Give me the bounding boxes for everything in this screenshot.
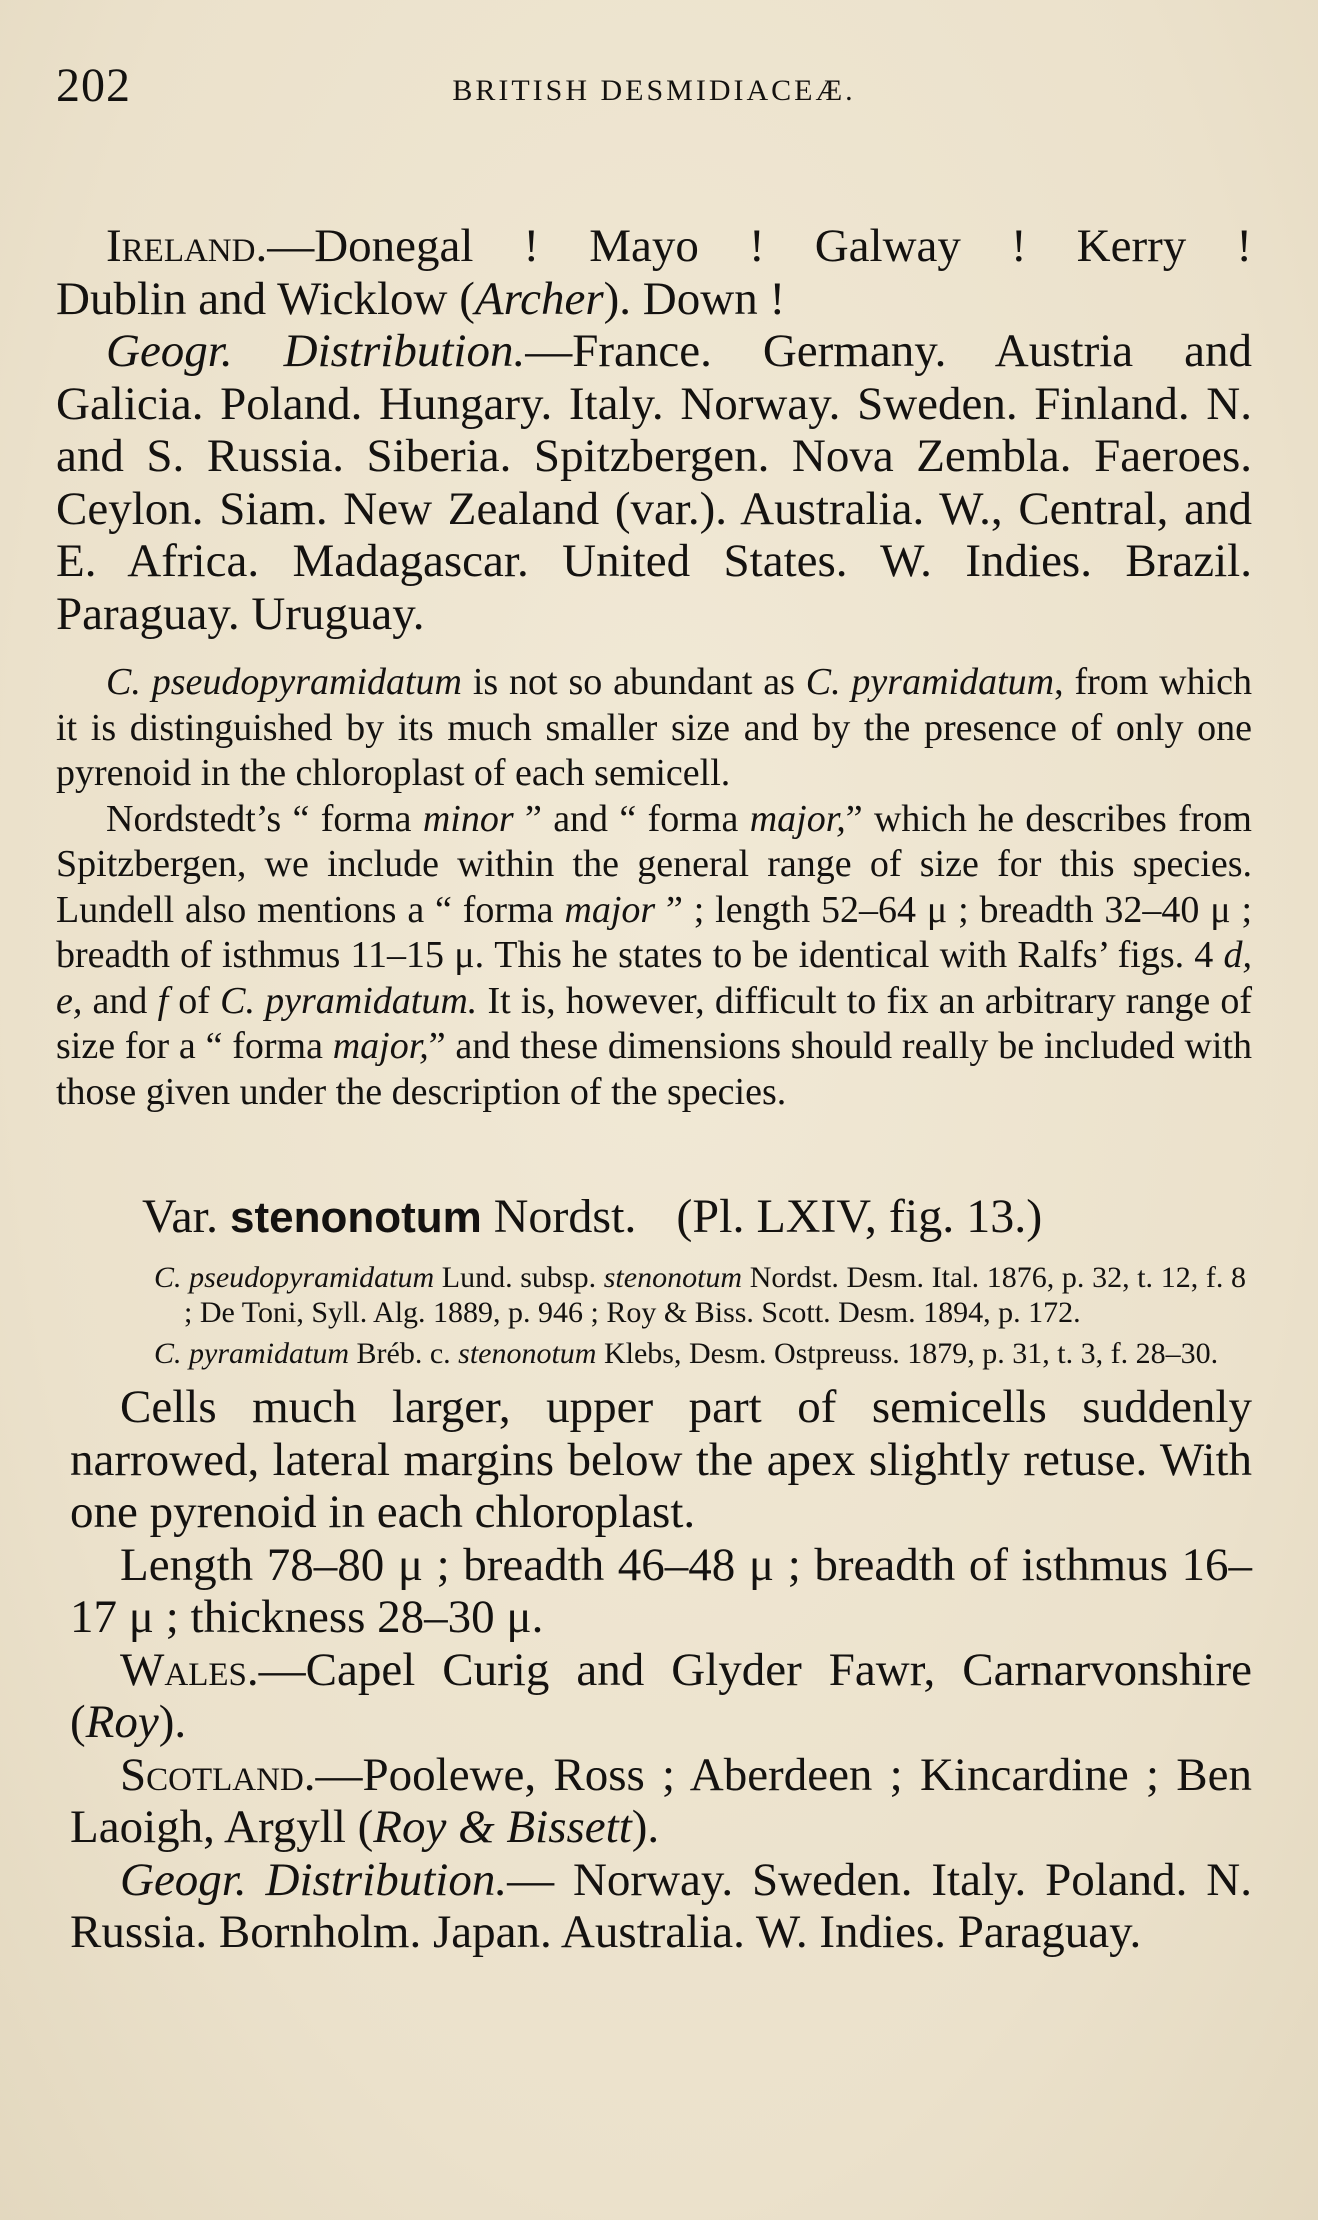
note-paragraph-1: C. pseudopyramidatum is not so abundant as C. pyramidatum, from which it is distinguished by its much smaller size and by the presence of only one pyrenoid in the chloroplast of each semicell. xyxy=(56,661,1253,794)
synonym-entry-1: C. pseudopyramidatum Lund. subsp. stenonotum Nordst. Desm. Ital. 1876, p. 32, t. 12, f. 8 ; De Toni, Syll. Alg. 1889, p. 946 ; Roy & Biss. Scott. Desm. 1894, p. 172. xyxy=(154,1261,1246,1329)
variety-name: stenonotum xyxy=(229,1193,482,1242)
ireland-line-1: Ireland.—Donegal ! Mayo ! Galway ! Kerry ! xyxy=(106,220,1252,272)
variety-description: Cells much larger, upper part of semicells suddenly narrowed, lateral margins below the apex slightly retuse. With one pyrenoid in each chloroplast. xyxy=(70,1381,1252,1538)
geographic-distribution: Geogr. Distribution.—France. Germany. Austria and Galicia. Poland. Hungary. Italy. Norway. Sweden. Finland. N. and S. Russia. Siberia. Spitzbergen. Nova Zembla. Faeroes. Ceylon. Siam. New Zealand (var.). Australia. W., Central, and E. Africa. Madagascar. United States. W. Indies. Brazil. Paraguay. Uruguay. xyxy=(56,325,1253,640)
geogr-label: Geogr. Distribution. xyxy=(106,325,526,377)
ireland-line-2: Dublin and Wicklow (Archer). Down ! xyxy=(56,272,786,325)
running-title: BRITISH DESMIDIACEÆ. xyxy=(452,74,856,107)
page-number: 202 xyxy=(56,59,131,112)
scotland-record: Scotland.—Poolewe, Ross ; Aberdeen ; Kincardine ; Ben Laoigh, Argyll (Roy & Bissett). xyxy=(70,1748,1252,1853)
variety-body xyxy=(56,1381,1252,1959)
variety-measurements: Length 78–80 μ ; breadth 46–48 μ ; breadth of isthmus 16–17 μ ; thickness 28–30 μ. xyxy=(70,1538,1252,1643)
wales-record: Wales.—Capel Curig and Glyder Fawr, Carnarvonshire (Roy). xyxy=(70,1643,1252,1748)
synonymy-block xyxy=(56,1260,1252,1371)
plate-reference: (Pl. LXIV, fig. 13.) xyxy=(676,1190,1043,1243)
synonym-entry-2: C. pyramidatum Bréb. c. stenonotum Klebs, Desm. Ostpreuss. 1879, p. 31, t. 3, f. 28–30. xyxy=(154,1337,1219,1370)
ireland-label: Ireland. xyxy=(106,220,268,272)
notes-block xyxy=(56,660,1252,1115)
variety-heading: Var. stenonotum Nordst. (Pl. LXIV, fig. 13.) xyxy=(142,1190,1043,1243)
running-head xyxy=(56,58,1252,118)
variety-geographic-distribution: Geogr. Distribution.— Norway. Sweden. Italy. Poland. N. Russia. Bornholm. Japan. Australia. W. Indies. Paraguay. xyxy=(70,1853,1252,1958)
distribution-block xyxy=(56,220,1252,640)
note-paragraph-2: Nordstedt’s “ forma minor ” and “ forma major,” which he describes from Spitzbergen, we include within the general range of size for this species. Lundell also mentions a “ forma major ” ; length 52–64 μ ; breadth 32–40 μ ; breadth of isthmus 11–15 μ. This he states to be identical with Ralfs’ figs. 4 d, e, and f of C. pyramidatum. It is, however, difficult to fix an arbitrary range of size for a “ forma major,” and these dimensions should really be included with those given under the description of the species. xyxy=(56,797,1253,1113)
